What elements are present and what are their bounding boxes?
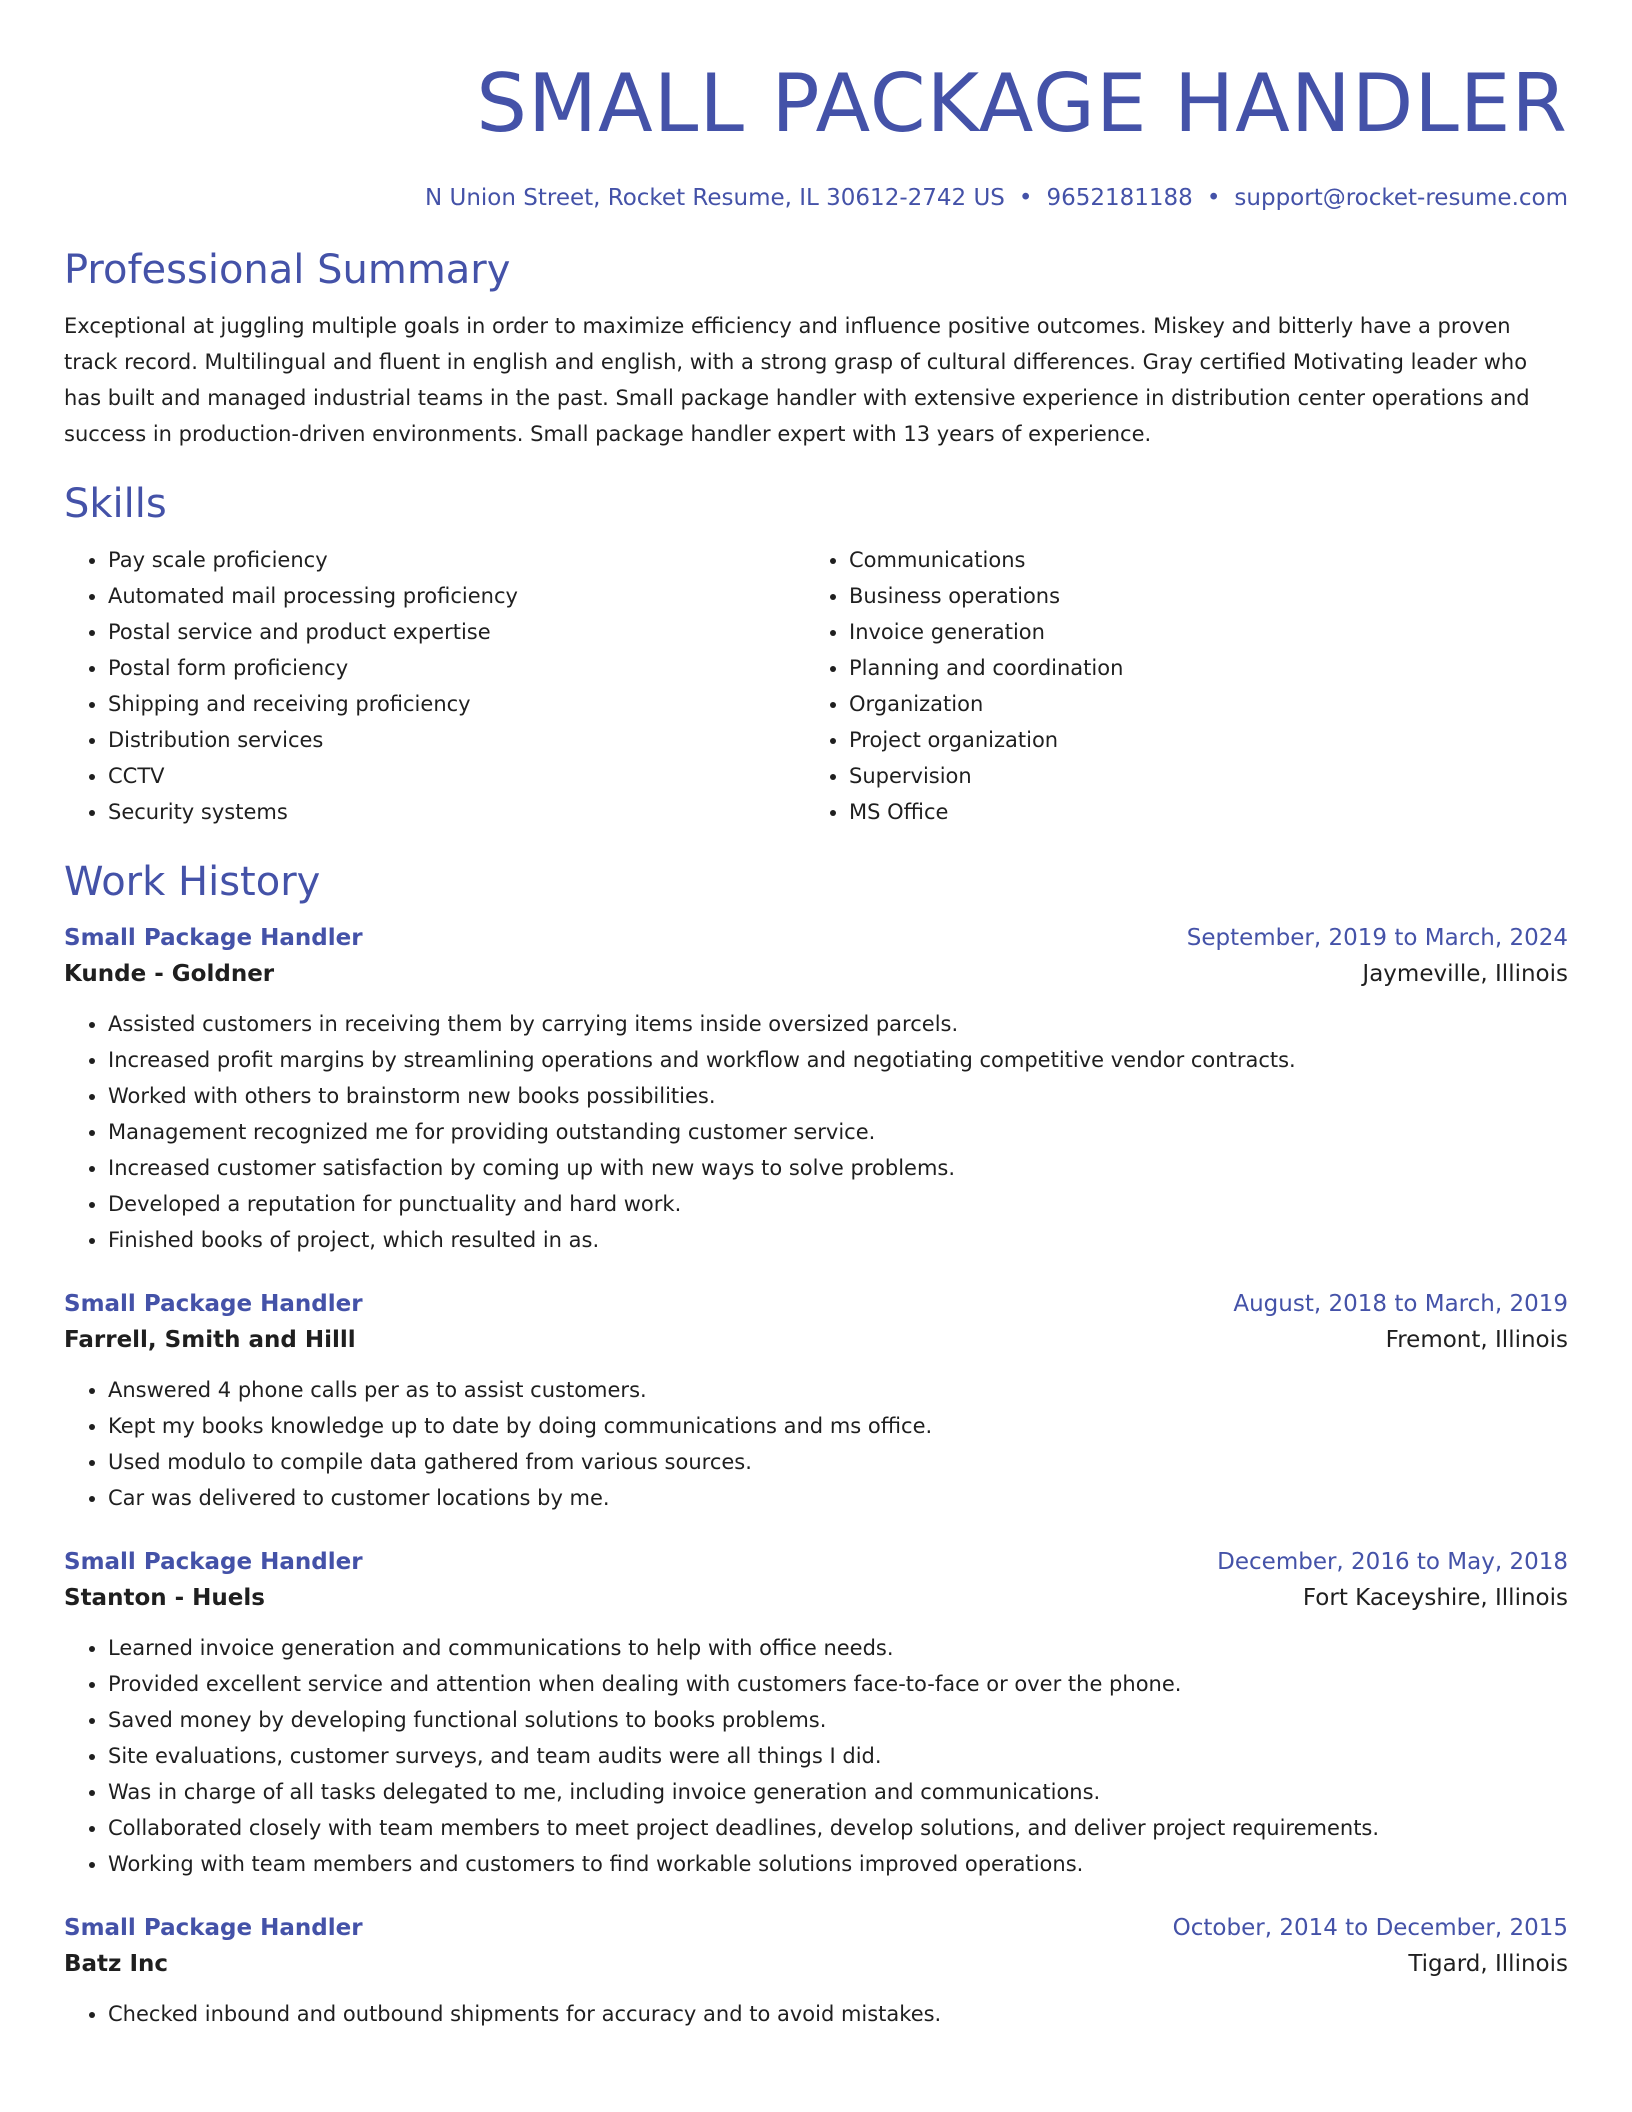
job-bullet: • Saved money by developing functional solutions to books problems. <box>108 1702 1568 1738</box>
resume-header <box>64 56 1568 214</box>
job-entry <box>64 1910 1568 2032</box>
work-history-heading: Work History <box>64 859 321 905</box>
job-bullet: • Collaborated closely with team members to meet project deadlines, develop solutions, and deliver project requirements. <box>108 1810 1568 1846</box>
contact-email: support@rocket-resume.com <box>1234 185 1568 211</box>
job-bullets <box>64 1630 1568 1882</box>
job-dates: December, 2016 to May, 2018 <box>1217 1549 1568 1575</box>
job-bullet: • Increased profit margins by streamlining operations and workflow and negotiating competitive vendor contracts. <box>108 1042 1568 1078</box>
job-bullet: • Worked with others to brainstorm new books possibilities. <box>108 1078 1568 1114</box>
job-company-row <box>64 1580 1568 1616</box>
job-bullet: • Site evaluations, customer surveys, and team audits were all things I did. <box>108 1738 1568 1774</box>
job-title: Small Package Handler <box>64 1291 363 1317</box>
job-bullet: • Used modulo to compile data gathered from various sources. <box>108 1444 1568 1480</box>
skills-grid <box>64 542 1568 830</box>
job-company: Batz Inc <box>64 1951 169 1977</box>
skills-list-left <box>64 542 805 830</box>
job-company-row <box>64 956 1568 992</box>
skill-item: • Security systems <box>108 794 805 830</box>
job-bullet: • Was in charge of all tasks delegated to me, including invoice generation and communications. <box>108 1774 1568 1810</box>
skill-item: • Postal form proficiency <box>108 650 805 686</box>
summary-text: Exceptional at juggling multiple goals in order to maximize efficiency and influence positive outcomes. Miskey and bitterly have a proven track record. Multilingual and fluent in english and english, with a strong grasp of cultural differences. Gray certified Motivating leader who has built and managed industrial teams in the past. Small package handler with extensive experience in distribution center operations and success in production-driven environments. Small package handler expert with 13 years of experience. <box>64 314 1530 446</box>
job-bullet: • Finished books of project, which resulted in as. <box>108 1222 1568 1258</box>
job-bullet: • Checked inbound and outbound shipments for accuracy and to avoid mistakes. <box>108 1996 1568 2032</box>
skill-item: • MS Office <box>849 794 1546 830</box>
job-bullets <box>64 1996 1568 2032</box>
job-title-row <box>64 1910 1568 1946</box>
skill-item: • Pay scale proficiency <box>108 542 805 578</box>
job-company-row <box>64 1322 1568 1358</box>
job-company: Farrell, Smith and Hilll <box>64 1327 356 1353</box>
summary-heading: Professional Summary <box>64 247 511 293</box>
job-title-row <box>64 1544 1568 1580</box>
skills-list-right <box>805 542 1546 830</box>
skill-item: • Project organization <box>849 722 1546 758</box>
contact-separator: • <box>1206 185 1221 211</box>
job-company-row <box>64 1946 1568 1982</box>
job-title: Small Package Handler <box>64 1915 363 1941</box>
skill-item: • Automated mail processing proficiency <box>108 578 805 614</box>
job-title-row <box>64 1286 1568 1322</box>
skill-item: • Postal service and product expertise <box>108 614 805 650</box>
job-dates: October, 2014 to December, 2015 <box>1172 1915 1568 1941</box>
contact-separator: • <box>1018 185 1033 211</box>
job-bullet: • Answered 4 phone calls per as to assist customers. <box>108 1372 1568 1408</box>
job-bullet: • Car was delivered to customer locations by me. <box>108 1480 1568 1516</box>
contact-address: N Union Street, Rocket Resume, IL 30612-2742 US <box>424 185 1005 211</box>
job-bullet: • Learned invoice generation and communications to help with office needs. <box>108 1630 1568 1666</box>
candidate-name: SMALL PACKAGE HANDLER <box>476 57 1568 150</box>
skill-item: • Supervision <box>849 758 1546 794</box>
job-company: Kunde - Goldner <box>64 961 275 987</box>
contact-line <box>64 182 1568 214</box>
job-location: Jaymeville, Illinois <box>1362 961 1568 987</box>
job-location: Fremont, Illinois <box>1385 1327 1568 1353</box>
skill-item: • Communications <box>849 542 1546 578</box>
job-bullet: • Working with team members and customers to find workable solutions improved operations. <box>108 1846 1568 1882</box>
skill-item: • Business operations <box>849 578 1546 614</box>
job-entry <box>64 1544 1568 1882</box>
skill-item: • Invoice generation <box>849 614 1546 650</box>
summary-section <box>64 246 1568 452</box>
job-bullets <box>64 1372 1568 1516</box>
contact-phone: 9652181188 <box>1046 185 1193 211</box>
skill-item: • Distribution services <box>108 722 805 758</box>
job-entry <box>64 920 1568 1258</box>
job-location: Tigard, Illinois <box>1408 1951 1568 1977</box>
skills-heading: Skills <box>64 481 167 527</box>
job-dates: August, 2018 to March, 2019 <box>1233 1291 1568 1317</box>
skill-item: • CCTV <box>108 758 805 794</box>
job-bullet: • Developed a reputation for punctuality and hard work. <box>108 1186 1568 1222</box>
job-bullet: • Increased customer satisfaction by coming up with new ways to solve problems. <box>108 1150 1568 1186</box>
skill-item: • Shipping and receiving proficiency <box>108 686 805 722</box>
job-bullet: • Provided excellent service and attention when dealing with customers face-to-face or over the phone. <box>108 1666 1568 1702</box>
job-entry <box>64 1286 1568 1516</box>
job-title: Small Package Handler <box>64 1549 363 1575</box>
job-company: Stanton - Huels <box>64 1585 265 1611</box>
job-location: Fort Kaceyshire, Illinois <box>1302 1585 1568 1611</box>
job-bullet: • Management recognized me for providing outstanding customer service. <box>108 1114 1568 1150</box>
job-title: Small Package Handler <box>64 925 363 951</box>
skills-section <box>64 480 1568 830</box>
job-bullet: • Kept my books knowledge up to date by doing communications and ms office. <box>108 1408 1568 1444</box>
skill-item: • Organization <box>849 686 1546 722</box>
job-title-row <box>64 920 1568 956</box>
skill-item: • Planning and coordination <box>849 650 1546 686</box>
job-bullets <box>64 1006 1568 1258</box>
job-dates: September, 2019 to March, 2024 <box>1186 925 1568 951</box>
job-bullet: • Assisted customers in receiving them by carrying items inside oversized parcels. <box>108 1006 1568 1042</box>
work-history-section <box>64 858 1568 2032</box>
